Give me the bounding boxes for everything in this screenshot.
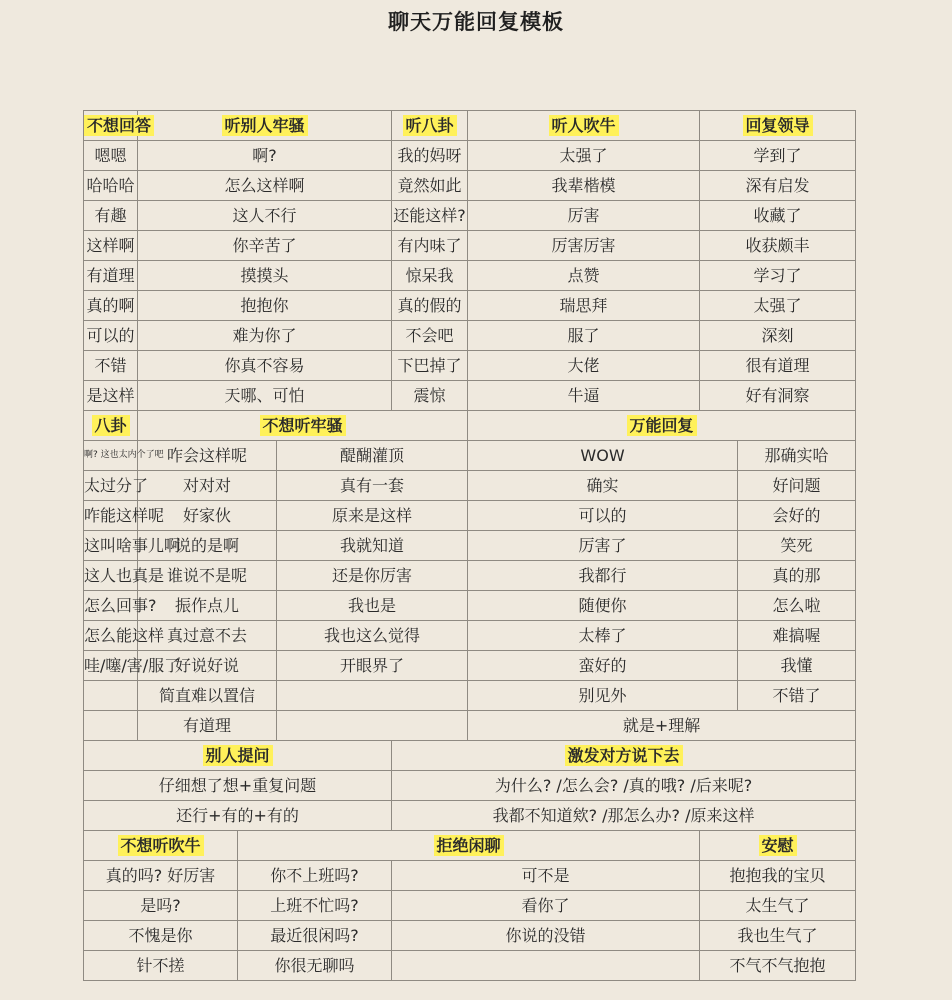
header-label: 听别人牢骚 — [222, 115, 308, 136]
table-cell: 太生气了 — [700, 891, 856, 921]
table-cell: 有趣 — [84, 201, 138, 231]
table-row — [84, 651, 856, 681]
table-row — [84, 171, 856, 201]
table-cell: 可不是 — [392, 861, 700, 891]
table-cell: 真的吗? 好厉害 — [84, 861, 238, 891]
table-row — [84, 201, 856, 231]
table-cell: 不错 — [84, 351, 138, 381]
table-cell — [84, 711, 138, 741]
table-cell: 我辈楷模 — [468, 171, 700, 201]
header-label: 不想听吹牛 — [118, 835, 204, 856]
table-cell: 怎么回事? — [84, 591, 138, 621]
table-cell: 我都不知道欸? /那怎么办? /原来这样 — [392, 801, 856, 831]
header-label: 万能回复 — [627, 415, 697, 436]
header-label: 回复领导 — [743, 115, 813, 136]
table-cell: 你不上班吗? — [238, 861, 392, 891]
table-cell: 还行+有的+有的 — [84, 801, 392, 831]
table-cell: 牛逼 — [468, 381, 700, 411]
header-label: 听八卦 — [403, 115, 457, 136]
table-cell: 深有启发 — [700, 171, 856, 201]
table-cell: 可以的 — [468, 501, 738, 531]
table-row — [84, 921, 856, 951]
table-cell: 说的是啊 — [138, 531, 277, 561]
table-row — [84, 591, 856, 621]
table-cell: 为什么? /怎么会? /真的哦? /后来呢? — [392, 771, 856, 801]
table-cell — [277, 711, 468, 741]
table-row — [84, 441, 856, 471]
table-cell: 我也是 — [277, 591, 468, 621]
table-cell: 好说好说 — [138, 651, 277, 681]
table-cell: 好问题 — [738, 471, 856, 501]
column-header — [392, 111, 468, 141]
table-row — [84, 861, 856, 891]
table-cell: 震惊 — [392, 381, 468, 411]
table-cell: 学到了 — [700, 141, 856, 171]
column-header — [468, 111, 700, 141]
table-cell: 振作点儿 — [138, 591, 277, 621]
table-cell: 不错了 — [738, 681, 856, 711]
header-label: 不想听牢骚 — [260, 415, 346, 436]
table-cell: 还是你厉害 — [277, 561, 468, 591]
table-cell: 咋会这样呢 — [138, 441, 277, 471]
table-cell: 不气不气抱抱 — [700, 951, 856, 981]
table-cell: 确实 — [468, 471, 738, 501]
table-cell: 随便你 — [468, 591, 738, 621]
column-header — [84, 831, 238, 861]
table-cell: 真有一套 — [277, 471, 468, 501]
table-cell: 太过分了 — [84, 471, 138, 501]
table-cell: 看你了 — [392, 891, 700, 921]
table-cell: 真的假的 — [392, 291, 468, 321]
table-row — [84, 381, 856, 411]
table-cell: 谁说不是呢 — [138, 561, 277, 591]
header-label: 安慰 — [759, 835, 797, 856]
table-cell: 真过意不去 — [138, 621, 277, 651]
table-cell: 原来是这样 — [277, 501, 468, 531]
column-header — [84, 741, 392, 771]
table-cell: WOW — [468, 441, 738, 471]
table-cell: 是吗? — [84, 891, 238, 921]
table-row — [84, 141, 856, 171]
header-label: 八卦 — [92, 415, 130, 436]
table-cell: 有道理 — [138, 711, 277, 741]
table-cell: 你真不容易 — [138, 351, 392, 381]
table-cell: 不会吧 — [392, 321, 468, 351]
table-cell: 太棒了 — [468, 621, 738, 651]
column-header — [84, 111, 152, 141]
table-cell: 我的妈呀 — [392, 141, 468, 171]
table-cell: 太强了 — [468, 141, 700, 171]
column-header — [468, 411, 856, 441]
table-row — [84, 531, 856, 561]
table-cell: 仔细想了想+重复问题 — [84, 771, 392, 801]
table-cell: 我都行 — [468, 561, 738, 591]
table-cell: 收获颇丰 — [700, 231, 856, 261]
table-cell: 厉害厉害 — [468, 231, 700, 261]
table-cell: 我也生气了 — [700, 921, 856, 951]
section2-header-row — [84, 411, 856, 441]
table-cell: 深刻 — [700, 321, 856, 351]
table-cell: 点赞 — [468, 261, 700, 291]
table-cell: 学习了 — [700, 261, 856, 291]
table-row — [84, 801, 856, 831]
table-cell: 会好的 — [738, 501, 856, 531]
page-title: 聊天万能回复模板 — [388, 10, 564, 34]
column-header — [700, 111, 856, 141]
header-label: 拒绝闲聊 — [434, 835, 504, 856]
table-cell: 针不搓 — [84, 951, 238, 981]
table-cell: 真的那 — [738, 561, 856, 591]
table-cell: 哈哈哈 — [84, 171, 138, 201]
table-cell: 简直难以置信 — [138, 681, 277, 711]
table-cell: 别见外 — [468, 681, 738, 711]
section3-header-row — [84, 741, 856, 771]
column-header — [138, 111, 392, 141]
column-header — [700, 831, 856, 861]
table-cell — [392, 951, 700, 981]
table-cell: 我就知道 — [277, 531, 468, 561]
table-cell: 笑死 — [738, 531, 856, 561]
table-cell: 开眼界了 — [277, 651, 468, 681]
header-label: 激发对方说下去 — [565, 745, 683, 766]
table-cell: 好有洞察 — [700, 381, 856, 411]
table-row — [84, 621, 856, 651]
table-cell — [84, 681, 138, 711]
table-cell: 抱抱我的宝贝 — [700, 861, 856, 891]
table-cell: 啊? 这也太内个了吧 — [84, 441, 138, 471]
header-label: 不想回答 — [84, 115, 154, 136]
table-cell: 是这样 — [84, 381, 138, 411]
table-cell: 大佬 — [468, 351, 700, 381]
section1-header-row — [84, 111, 856, 141]
table-cell: 最近很闲吗? — [238, 921, 392, 951]
table-row — [84, 291, 856, 321]
reply-template-table — [83, 110, 856, 981]
table-cell: 抱抱你 — [138, 291, 392, 321]
table-cell: 你说的没错 — [392, 921, 700, 951]
table-cell: 蛮好的 — [468, 651, 738, 681]
table-cell: 上班不忙吗? — [238, 891, 392, 921]
table-row — [84, 891, 856, 921]
column-header — [138, 411, 468, 441]
table-cell: 这人也真是 — [84, 561, 138, 591]
table-cell: 这样啊 — [84, 231, 138, 261]
table-cell: 竟然如此 — [392, 171, 468, 201]
table-cell — [277, 681, 468, 711]
table-row — [84, 261, 856, 291]
table-cell: 惊呆我 — [392, 261, 468, 291]
table-cell: 啊? — [138, 141, 392, 171]
table-cell: 那确实哈 — [738, 441, 856, 471]
table-cell: 真的啊 — [84, 291, 138, 321]
table-cell: 瑞思拜 — [468, 291, 700, 321]
table-row — [84, 471, 856, 501]
table-cell: 有道理 — [84, 261, 138, 291]
table-row — [84, 681, 856, 711]
table-cell: 厉害 — [468, 201, 700, 231]
table-cell: 我也这么觉得 — [277, 621, 468, 651]
table-row — [84, 321, 856, 351]
table-cell: 很有道理 — [700, 351, 856, 381]
column-header — [392, 741, 856, 771]
table-cell: 怎么能这样 — [84, 621, 138, 651]
table-cell: 醍醐灌顶 — [277, 441, 468, 471]
table-cell: 你辛苦了 — [138, 231, 392, 261]
table-cell: 有内味了 — [392, 231, 468, 261]
table-cell: 我懂 — [738, 651, 856, 681]
header-label: 别人提问 — [203, 745, 273, 766]
table-cell: 服了 — [468, 321, 700, 351]
table-cell: 厉害了 — [468, 531, 738, 561]
section4-header-row — [84, 831, 856, 861]
table-cell: 天哪、可怕 — [138, 381, 392, 411]
table-row — [84, 501, 856, 531]
table-row — [84, 951, 856, 981]
table-row — [84, 231, 856, 261]
header-label: 听人吹牛 — [549, 115, 619, 136]
table-cell: 嗯嗯 — [84, 141, 138, 171]
table-cell: 这人不行 — [138, 201, 392, 231]
column-header — [84, 411, 138, 441]
table-cell: 下巴掉了 — [392, 351, 468, 381]
table-cell: 就是+理解 — [468, 711, 856, 741]
table-cell: 太强了 — [700, 291, 856, 321]
table-row — [84, 771, 856, 801]
table-cell: 怎么啦 — [738, 591, 856, 621]
table-row — [84, 351, 856, 381]
table-row — [84, 561, 856, 591]
table-cell: 这叫啥事儿啊 — [84, 531, 138, 561]
table-cell: 咋能这样呢 — [84, 501, 138, 531]
table-cell: 哇/噻/害/服了 — [84, 651, 138, 681]
table-cell: 难为你了 — [138, 321, 392, 351]
table-cell: 难搞喔 — [738, 621, 856, 651]
column-header — [238, 831, 700, 861]
table-cell: 你很无聊吗 — [238, 951, 392, 981]
table-cell: 还能这样? — [392, 201, 468, 231]
table-cell: 怎么这样啊 — [138, 171, 392, 201]
table-cell: 不愧是你 — [84, 921, 238, 951]
table-cell: 可以的 — [84, 321, 138, 351]
table-cell: 对对对 — [138, 471, 277, 501]
table-row — [84, 711, 856, 741]
table-cell: 摸摸头 — [138, 261, 392, 291]
table-cell: 好家伙 — [138, 501, 277, 531]
table-cell: 收藏了 — [700, 201, 856, 231]
